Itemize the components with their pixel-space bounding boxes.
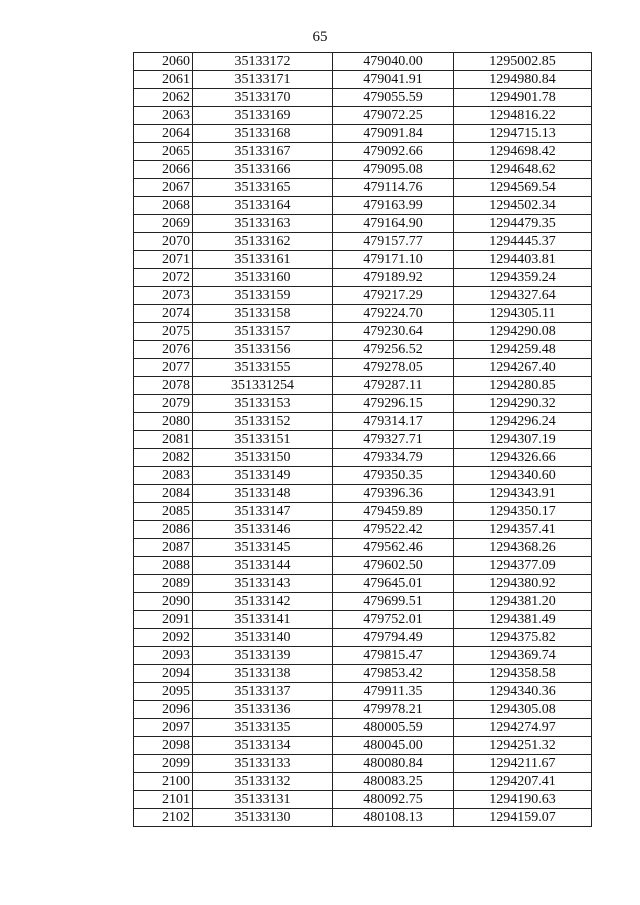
row-index-cell: 2087 (134, 539, 193, 557)
y-coordinate-cell: 1294698.42 (454, 143, 592, 161)
point-id-cell: 35133153 (193, 395, 333, 413)
point-id-cell: 35133155 (193, 359, 333, 377)
x-coordinate-cell: 479522.42 (333, 521, 454, 539)
point-id-cell: 35133148 (193, 485, 333, 503)
table-row (134, 521, 592, 539)
point-id-cell: 35133140 (193, 629, 333, 647)
row-index-cell: 2084 (134, 485, 193, 503)
point-id-cell: 35133144 (193, 557, 333, 575)
table-row (134, 305, 592, 323)
x-coordinate-cell: 479287.11 (333, 377, 454, 395)
x-coordinate-cell: 479041.91 (333, 71, 454, 89)
x-coordinate-cell: 479114.76 (333, 179, 454, 197)
table-row (134, 377, 592, 395)
x-coordinate-cell: 479794.49 (333, 629, 454, 647)
y-coordinate-cell: 1294267.40 (454, 359, 592, 377)
table-row (134, 773, 592, 791)
x-coordinate-cell: 479327.71 (333, 431, 454, 449)
y-coordinate-cell: 1294980.84 (454, 71, 592, 89)
x-coordinate-cell: 479091.84 (333, 125, 454, 143)
point-id-cell: 35133139 (193, 647, 333, 665)
point-id-cell: 35133163 (193, 215, 333, 233)
y-coordinate-cell: 1295002.85 (454, 53, 592, 71)
x-coordinate-cell: 479224.70 (333, 305, 454, 323)
point-id-cell: 35133166 (193, 161, 333, 179)
y-coordinate-cell: 1294159.07 (454, 809, 592, 827)
y-coordinate-cell: 1294369.74 (454, 647, 592, 665)
point-id-cell: 35133170 (193, 89, 333, 107)
y-coordinate-cell: 1294280.85 (454, 377, 592, 395)
point-id-cell: 35133156 (193, 341, 333, 359)
x-coordinate-cell: 480092.75 (333, 791, 454, 809)
table-row (134, 233, 592, 251)
point-id-cell: 35133135 (193, 719, 333, 737)
point-id-cell: 35133131 (193, 791, 333, 809)
x-coordinate-cell: 479752.01 (333, 611, 454, 629)
point-id-cell: 35133149 (193, 467, 333, 485)
y-coordinate-cell: 1294502.34 (454, 197, 592, 215)
table-row (134, 665, 592, 683)
y-coordinate-cell: 1294190.63 (454, 791, 592, 809)
row-index-cell: 2094 (134, 665, 193, 683)
x-coordinate-cell: 479911.35 (333, 683, 454, 701)
x-coordinate-cell: 479645.01 (333, 575, 454, 593)
table-row (134, 737, 592, 755)
row-index-cell: 2081 (134, 431, 193, 449)
y-coordinate-cell: 1294569.54 (454, 179, 592, 197)
y-coordinate-cell: 1294340.36 (454, 683, 592, 701)
y-coordinate-cell: 1294290.08 (454, 323, 592, 341)
x-coordinate-cell: 479256.52 (333, 341, 454, 359)
y-coordinate-cell: 1294901.78 (454, 89, 592, 107)
x-coordinate-cell: 479314.17 (333, 413, 454, 431)
point-id-cell: 35133146 (193, 521, 333, 539)
y-coordinate-cell: 1294377.09 (454, 557, 592, 575)
point-id-cell: 35133161 (193, 251, 333, 269)
point-id-cell: 35133158 (193, 305, 333, 323)
table-row (134, 161, 592, 179)
row-index-cell: 2071 (134, 251, 193, 269)
y-coordinate-cell: 1294479.35 (454, 215, 592, 233)
row-index-cell: 2102 (134, 809, 193, 827)
table-row (134, 557, 592, 575)
point-id-cell: 35133164 (193, 197, 333, 215)
x-coordinate-cell: 479278.05 (333, 359, 454, 377)
x-coordinate-cell: 479163.99 (333, 197, 454, 215)
y-coordinate-cell: 1294326.66 (454, 449, 592, 467)
point-id-cell: 35133151 (193, 431, 333, 449)
point-id-cell: 35133168 (193, 125, 333, 143)
y-coordinate-cell: 1294715.13 (454, 125, 592, 143)
point-id-cell: 35133130 (193, 809, 333, 827)
point-id-cell: 35133169 (193, 107, 333, 125)
table-row (134, 683, 592, 701)
x-coordinate-cell: 480108.13 (333, 809, 454, 827)
table-row (134, 467, 592, 485)
table-row (134, 791, 592, 809)
table-body (134, 53, 592, 827)
page-number: 65 (312, 29, 328, 45)
row-index-cell: 2082 (134, 449, 193, 467)
y-coordinate-cell: 1294403.81 (454, 251, 592, 269)
row-index-cell: 2070 (134, 233, 193, 251)
row-index-cell: 2096 (134, 701, 193, 719)
y-coordinate-cell: 1294305.11 (454, 305, 592, 323)
y-coordinate-cell: 1294327.64 (454, 287, 592, 305)
row-index-cell: 2067 (134, 179, 193, 197)
table-row (134, 809, 592, 827)
x-coordinate-cell: 479853.42 (333, 665, 454, 683)
y-coordinate-cell: 1294816.22 (454, 107, 592, 125)
x-coordinate-cell: 480005.59 (333, 719, 454, 737)
x-coordinate-cell: 479334.79 (333, 449, 454, 467)
x-coordinate-cell: 479562.46 (333, 539, 454, 557)
row-index-cell: 2076 (134, 341, 193, 359)
point-id-cell: 35133137 (193, 683, 333, 701)
row-index-cell: 2072 (134, 269, 193, 287)
row-index-cell: 2064 (134, 125, 193, 143)
point-id-cell: 35133152 (193, 413, 333, 431)
y-coordinate-cell: 1294445.37 (454, 233, 592, 251)
table-row (134, 251, 592, 269)
y-coordinate-cell: 1294259.48 (454, 341, 592, 359)
point-id-cell: 35133162 (193, 233, 333, 251)
y-coordinate-cell: 1294290.32 (454, 395, 592, 413)
x-coordinate-cell: 479189.92 (333, 269, 454, 287)
table-row (134, 575, 592, 593)
row-index-cell: 2089 (134, 575, 193, 593)
table-row (134, 449, 592, 467)
point-id-cell: 35133134 (193, 737, 333, 755)
table-row (134, 143, 592, 161)
row-index-cell: 2065 (134, 143, 193, 161)
table-row (134, 395, 592, 413)
x-coordinate-cell: 480045.00 (333, 737, 454, 755)
row-index-cell: 2090 (134, 593, 193, 611)
point-id-cell: 35133150 (193, 449, 333, 467)
y-coordinate-cell: 1294305.08 (454, 701, 592, 719)
row-index-cell: 2083 (134, 467, 193, 485)
x-coordinate-cell: 479978.21 (333, 701, 454, 719)
row-index-cell: 2097 (134, 719, 193, 737)
x-coordinate-cell: 479350.35 (333, 467, 454, 485)
y-coordinate-cell: 1294381.49 (454, 611, 592, 629)
table-row (134, 485, 592, 503)
y-coordinate-cell: 1294368.26 (454, 539, 592, 557)
y-coordinate-cell: 1294359.24 (454, 269, 592, 287)
table-row (134, 287, 592, 305)
table-row (134, 89, 592, 107)
point-id-cell: 35133147 (193, 503, 333, 521)
table-row (134, 647, 592, 665)
row-index-cell: 2063 (134, 107, 193, 125)
table-row (134, 755, 592, 773)
row-index-cell: 2075 (134, 323, 193, 341)
row-index-cell: 2074 (134, 305, 193, 323)
table-row (134, 341, 592, 359)
point-id-cell: 35133138 (193, 665, 333, 683)
table-row (134, 611, 592, 629)
table-row (134, 593, 592, 611)
y-coordinate-cell: 1294207.41 (454, 773, 592, 791)
x-coordinate-cell: 479095.08 (333, 161, 454, 179)
table-row (134, 107, 592, 125)
point-id-cell: 35133160 (193, 269, 333, 287)
y-coordinate-cell: 1294358.58 (454, 665, 592, 683)
row-index-cell: 2066 (134, 161, 193, 179)
table-row (134, 539, 592, 557)
x-coordinate-cell: 479217.29 (333, 287, 454, 305)
point-id-cell: 35133165 (193, 179, 333, 197)
x-coordinate-cell: 479092.66 (333, 143, 454, 161)
table-row (134, 719, 592, 737)
row-index-cell: 2085 (134, 503, 193, 521)
x-coordinate-cell: 479699.51 (333, 593, 454, 611)
x-coordinate-cell: 479459.89 (333, 503, 454, 521)
point-id-cell: 35133133 (193, 755, 333, 773)
point-id-cell: 35133136 (193, 701, 333, 719)
y-coordinate-cell: 1294307.19 (454, 431, 592, 449)
point-id-cell: 35133141 (193, 611, 333, 629)
point-id-cell: 35133171 (193, 71, 333, 89)
point-id-cell: 35133157 (193, 323, 333, 341)
y-coordinate-cell: 1294274.97 (454, 719, 592, 737)
x-coordinate-cell: 479164.90 (333, 215, 454, 233)
row-index-cell: 2100 (134, 773, 193, 791)
table-row (134, 71, 592, 89)
x-coordinate-cell: 479055.59 (333, 89, 454, 107)
row-index-cell: 2068 (134, 197, 193, 215)
row-index-cell: 2062 (134, 89, 193, 107)
row-index-cell: 2080 (134, 413, 193, 431)
row-index-cell: 2073 (134, 287, 193, 305)
table-row (134, 323, 592, 341)
y-coordinate-cell: 1294381.20 (454, 593, 592, 611)
table-row (134, 503, 592, 521)
row-index-cell: 2095 (134, 683, 193, 701)
x-coordinate-cell: 479072.25 (333, 107, 454, 125)
y-coordinate-cell: 1294296.24 (454, 413, 592, 431)
point-id-cell: 35133145 (193, 539, 333, 557)
table-row (134, 179, 592, 197)
table-row (134, 215, 592, 233)
point-id-cell: 35133159 (193, 287, 333, 305)
x-coordinate-cell: 479157.77 (333, 233, 454, 251)
table-row (134, 53, 592, 71)
row-index-cell: 2099 (134, 755, 193, 773)
point-id-cell: 35133143 (193, 575, 333, 593)
x-coordinate-cell: 480080.84 (333, 755, 454, 773)
row-index-cell: 2079 (134, 395, 193, 413)
point-id-cell: 35133142 (193, 593, 333, 611)
x-coordinate-cell: 479396.36 (333, 485, 454, 503)
point-id-cell: 35133172 (193, 53, 333, 71)
x-coordinate-cell: 479230.64 (333, 323, 454, 341)
x-coordinate-cell: 480083.25 (333, 773, 454, 791)
x-coordinate-cell: 479602.50 (333, 557, 454, 575)
point-id-cell: 351331254 (193, 377, 333, 395)
x-coordinate-cell: 479815.47 (333, 647, 454, 665)
table-row (134, 431, 592, 449)
coordinates-table (133, 52, 592, 827)
x-coordinate-cell: 479040.00 (333, 53, 454, 71)
table-row (134, 269, 592, 287)
row-index-cell: 2086 (134, 521, 193, 539)
y-coordinate-cell: 1294380.92 (454, 575, 592, 593)
y-coordinate-cell: 1294343.91 (454, 485, 592, 503)
y-coordinate-cell: 1294375.82 (454, 629, 592, 647)
table-row (134, 629, 592, 647)
y-coordinate-cell: 1294648.62 (454, 161, 592, 179)
table-row (134, 359, 592, 377)
table-row (134, 701, 592, 719)
row-index-cell: 2101 (134, 791, 193, 809)
row-index-cell: 2077 (134, 359, 193, 377)
row-index-cell: 2091 (134, 611, 193, 629)
row-index-cell: 2092 (134, 629, 193, 647)
y-coordinate-cell: 1294340.60 (454, 467, 592, 485)
row-index-cell: 2069 (134, 215, 193, 233)
table-row (134, 413, 592, 431)
y-coordinate-cell: 1294350.17 (454, 503, 592, 521)
point-id-cell: 35133132 (193, 773, 333, 791)
row-index-cell: 2061 (134, 71, 193, 89)
y-coordinate-cell: 1294357.41 (454, 521, 592, 539)
y-coordinate-cell: 1294251.32 (454, 737, 592, 755)
row-index-cell: 2098 (134, 737, 193, 755)
table-row (134, 125, 592, 143)
row-index-cell: 2093 (134, 647, 193, 665)
table-row (134, 197, 592, 215)
row-index-cell: 2078 (134, 377, 193, 395)
y-coordinate-cell: 1294211.67 (454, 755, 592, 773)
x-coordinate-cell: 479296.15 (333, 395, 454, 413)
point-id-cell: 35133167 (193, 143, 333, 161)
row-index-cell: 2088 (134, 557, 193, 575)
row-index-cell: 2060 (134, 53, 193, 71)
x-coordinate-cell: 479171.10 (333, 251, 454, 269)
